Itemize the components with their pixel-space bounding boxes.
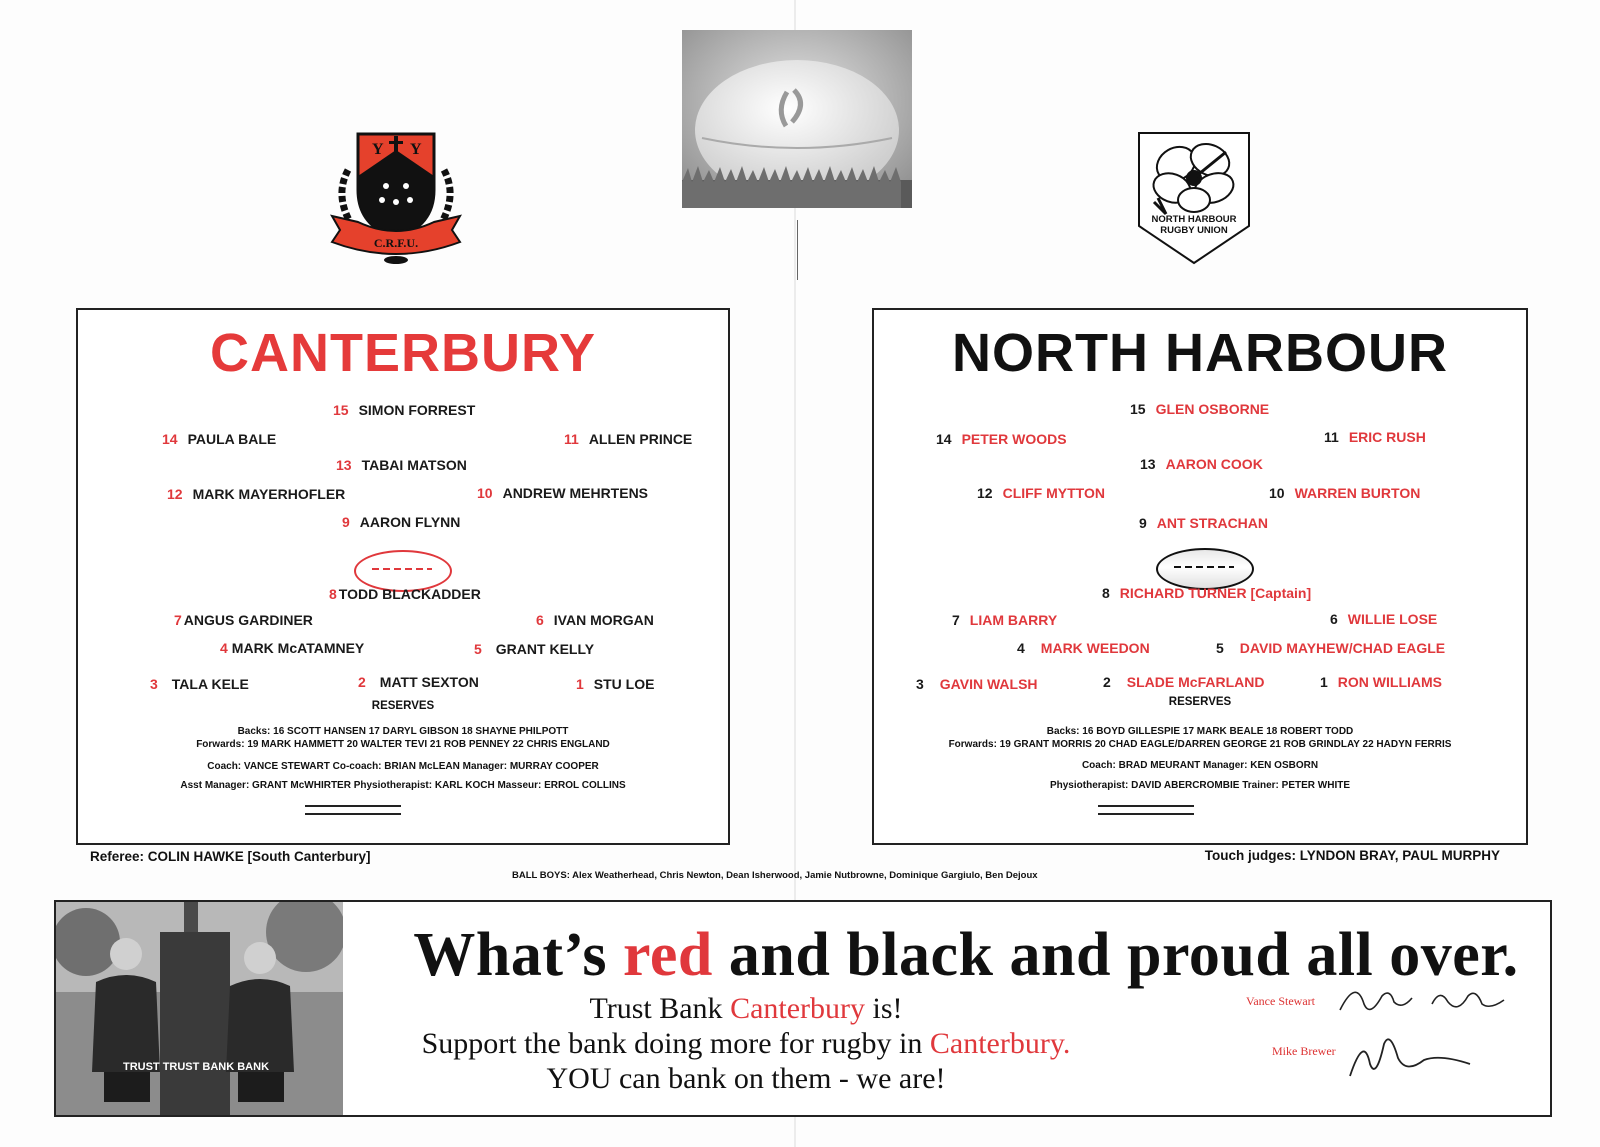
player-row: 3 GAVIN WALSH bbox=[916, 676, 1038, 692]
player-row: 5 DAVID MAYHEW/CHAD EAGLE bbox=[1216, 640, 1446, 656]
canterbury-title: CANTERBURY bbox=[210, 323, 596, 383]
player-row: 13 TABAI MATSON bbox=[336, 457, 467, 473]
svg-text:Y: Y bbox=[410, 141, 422, 158]
player-row: 1 RON WILLIAMS bbox=[1320, 674, 1443, 690]
touch-judges-text: Touch judges: LYNDON BRAY, PAUL MURPHY bbox=[1204, 848, 1500, 863]
player-row: 1 STU LOE bbox=[576, 676, 655, 692]
double-rule bbox=[305, 805, 401, 815]
rugby-ball-icon bbox=[1156, 548, 1254, 590]
staff-line-2: Physiotherapist: DAVID ABERCROMBIE Trainer: PETER WHITE bbox=[1049, 780, 1351, 791]
reserves-heading: RESERVES bbox=[1168, 696, 1232, 708]
player-row: 3 TALA KELE bbox=[150, 676, 249, 692]
advert-line-1: Trust Bank Canterbury is! bbox=[589, 992, 903, 1025]
referee-text: Referee: COLIN HAWKE [South Canterbury] bbox=[90, 849, 371, 864]
crest-text-line2: RUGBY UNION bbox=[1160, 225, 1228, 236]
trust-bank-advert bbox=[54, 900, 1552, 1117]
ball-boys-text: BALL BOYS: Alex Weatherhead, Chris Newton, Dean Isherwood, Jamie Nutbrowne, Dominique Gargiulo, Ben Dejoux bbox=[512, 870, 1038, 881]
advert-line-2: Support the bank doing more for rugby in Canterbury. bbox=[421, 1027, 1071, 1060]
player-row: 13 AARON COOK bbox=[1140, 456, 1263, 472]
staff-line-1: Coach: BRAD MEURANT Manager: KEN OSBORN bbox=[1081, 760, 1319, 771]
north-harbour-crest-logo bbox=[1136, 130, 1252, 266]
signatory-name-2: Mike Brewer bbox=[1272, 1044, 1336, 1058]
player-row: 8 RICHARD TURNER [Captain] bbox=[1102, 585, 1312, 601]
player-row: 15 SIMON FORREST bbox=[333, 402, 476, 418]
reserves-backs: Backs: 16 SCOTT HANSEN 17 DARYL GIBSON 18 SHAYNE PHILPOTT bbox=[237, 726, 569, 737]
player-row: 11 ERIC RUSH bbox=[1324, 429, 1426, 445]
staff-line-2: Asst Manager: GRANT McWHIRTER Physiotherapist: KARL KOCH Masseur: ERROL COLLINS bbox=[180, 780, 626, 791]
double-rule bbox=[1098, 805, 1194, 815]
player-row: 2 SLADE McFARLAND bbox=[1103, 674, 1265, 690]
staff-line-1: Coach: VANCE STEWART Co-coach: BRIAN McLEAN Manager: MURRAY COOPER bbox=[207, 761, 599, 772]
player-row: 10 WARREN BURTON bbox=[1269, 485, 1421, 501]
reserves-forwards: Forwards: 19 GRANT MORRIS 20 CHAD EAGLE/DARREN GEORGE 21 ROB GRINDLAY 22 HADYN FERRIS bbox=[948, 739, 1452, 750]
player-row: 9 AARON FLYNN bbox=[342, 514, 461, 530]
reserves-forwards: Forwards: 19 MARK HAMMETT 20 WALTER TEVI 21 ROB PENNEY 22 CHRIS ENGLAND bbox=[196, 739, 610, 750]
player-row: 6 WILLIE LOSE bbox=[1330, 611, 1438, 627]
player-row: 8 TODD BLACKADDER bbox=[329, 586, 481, 602]
player-row: 6 IVAN MORGAN bbox=[536, 612, 654, 628]
reserves-heading: RESERVES bbox=[371, 700, 435, 712]
advert-headline: What’s red and black and proud all over. bbox=[413, 921, 1519, 989]
player-row: 14 PAULA BALE bbox=[162, 431, 277, 447]
player-row: 5 GRANT KELLY bbox=[474, 641, 595, 657]
signature-2 bbox=[1340, 1024, 1480, 1089]
fold-mark bbox=[797, 220, 798, 280]
player-row: 9 ANT STRACHAN bbox=[1139, 515, 1269, 531]
rugby-ball-photo bbox=[682, 30, 912, 208]
player-row: 2 MATT SEXTON bbox=[358, 674, 479, 690]
canterbury-team-panel bbox=[76, 308, 730, 845]
player-row: 7 ANGUS GARDINER bbox=[174, 612, 313, 628]
player-row: 4 MARK McATAMNEY bbox=[220, 640, 365, 656]
signatory-name-1: Vance Stewart bbox=[1246, 994, 1315, 1008]
reserves-backs: Backs: 16 BOYD GILLESPIE 17 MARK BEALE 18 ROBERT TODD bbox=[1046, 726, 1354, 737]
player-row: 7 LIAM BARRY bbox=[952, 612, 1058, 628]
photo-sign-text: TRUST TRUST BANK BANK bbox=[122, 1061, 270, 1073]
north-harbour-title: NORTH HARBOUR bbox=[952, 323, 1448, 383]
players-photo bbox=[56, 902, 343, 1115]
player-row: 4 MARK WEEDON bbox=[1017, 640, 1150, 656]
svg-text:Y: Y bbox=[372, 141, 384, 158]
crest-text-line1: NORTH HARBOUR bbox=[1151, 214, 1237, 225]
north-harbour-team-panel bbox=[872, 308, 1528, 845]
player-row: 10 ANDREW MEHRTENS bbox=[477, 485, 649, 501]
player-row: 15 GLEN OSBORNE bbox=[1130, 401, 1270, 417]
signature-1 bbox=[1336, 974, 1516, 1029]
player-row: 14 PETER WOODS bbox=[936, 431, 1067, 447]
player-row: 12 MARK MAYERHOFLER bbox=[167, 486, 346, 502]
crest-ribbon-text: C.R.F.U. bbox=[373, 236, 419, 250]
player-row: 12 CLIFF MYTTON bbox=[977, 485, 1105, 501]
player-row: 11 ALLEN PRINCE bbox=[564, 431, 693, 447]
advert-line-3: YOU can bank on them - we are! bbox=[546, 1062, 946, 1095]
canterbury-crest-logo bbox=[328, 130, 464, 266]
